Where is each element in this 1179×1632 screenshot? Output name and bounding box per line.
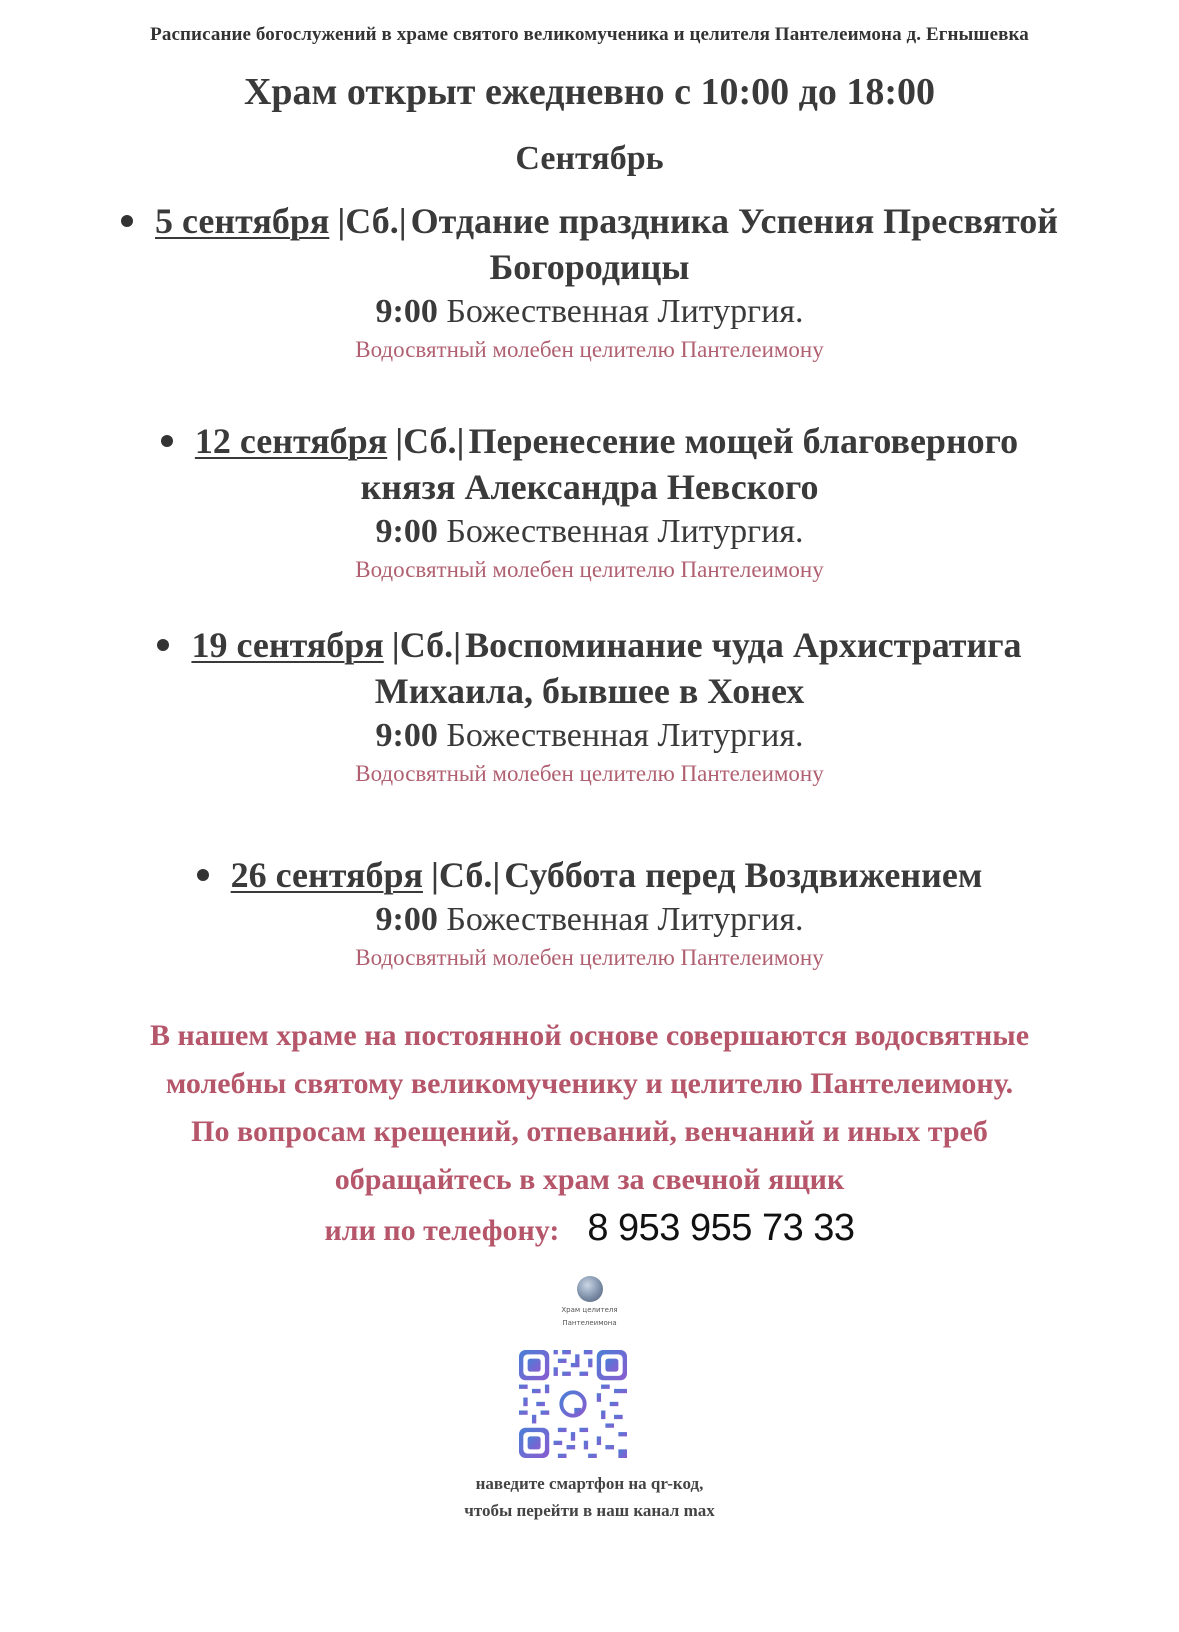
event-weekday: |Сб.| [395, 421, 465, 461]
info-block [0, 1012, 1179, 1255]
event-title-line1: Перенесение мощей благоверного [468, 421, 1019, 461]
info-line: обращайтесь в храм за свечной ящик [334, 1163, 845, 1196]
info-line: По вопросам крещений, отпеваний, венчаний и иных треб [191, 1115, 988, 1148]
qr-caption [0, 1470, 1179, 1524]
event-service-line [0, 290, 1179, 334]
phone-line [0, 1204, 1179, 1255]
event-note: Водосвятный молебен целителю Пантелеимону [355, 945, 824, 970]
channel-name-line1: Храм целителя [561, 1306, 618, 1314]
event-item [0, 852, 1179, 974]
event-heading [0, 852, 1179, 898]
event-service: Божественная Литургия. [446, 901, 804, 938]
event-title-line2: Михаила, бывшее в Хонех [374, 671, 805, 711]
qr-caption-line1: наведите смартфон на qr-код, [475, 1474, 704, 1493]
event-date: 19 сентября [191, 625, 384, 665]
event-time: 9:00 [375, 513, 438, 550]
channel-badge [0, 1276, 1179, 1328]
event-service-line [0, 510, 1179, 554]
event-weekday: |Сб.| [391, 625, 462, 665]
bullet-icon [157, 639, 169, 651]
bullet-icon [161, 435, 173, 447]
event-date: 12 сентября [194, 421, 388, 461]
event-title-line1: Отдание праздника Успения Пресвятой [410, 201, 1058, 241]
info-line: В нашем храме на постоянной основе совершаются водосвятные [149, 1019, 1030, 1052]
phone-label: или по телефону: [324, 1214, 560, 1247]
event-service: Божественная Литургия. [446, 293, 804, 330]
event-title-line1: Суббота перед Воздвижением [504, 855, 983, 895]
event-note: Водосвятный молебен целителю Пантелеимону [355, 557, 824, 582]
document-title: Расписание богослужений в храме святого великомученика и целителя Пантелеимона д. Егнышевка [150, 24, 1029, 45]
phone-number[interactable]: 8 953 955 73 33 [587, 1207, 855, 1249]
event-time: 9:00 [375, 717, 438, 754]
bullet-icon [121, 215, 133, 227]
event-weekday: |Сб.| [430, 855, 501, 895]
opening-hours: Храм открыт ежедневно с 10:00 до 18:00 [243, 71, 936, 113]
channel-avatar-icon [577, 1276, 603, 1302]
event-date: 26 сентября [230, 855, 423, 895]
event-time: 9:00 [375, 293, 438, 330]
event-heading [0, 198, 1179, 244]
event-note: Водосвятный молебен целителю Пантелеимону [355, 337, 824, 362]
event-title-line1: Воспоминание чуда Архистратига [465, 625, 1022, 665]
event-heading [0, 622, 1179, 668]
qr-caption-line2: чтобы перейти в наш канал max [464, 1501, 715, 1520]
month-heading: Сентябрь [515, 140, 664, 177]
event-title-line2: князя Александра Невского [360, 467, 819, 507]
event-service-line [0, 898, 1179, 942]
channel-name-line2: Пантелеимона [562, 1319, 617, 1327]
event-date: 5 сентября [155, 201, 330, 241]
event-heading [0, 418, 1179, 464]
event-item [0, 198, 1179, 366]
event-item [0, 622, 1179, 790]
qr-code-icon[interactable] [519, 1350, 627, 1458]
event-time: 9:00 [375, 901, 438, 938]
event-title-line2: Богородицы [489, 247, 690, 287]
bullet-icon [197, 869, 209, 881]
event-item [0, 418, 1179, 586]
info-line: молебны святому великомученику и целителю Пантелеимону. [165, 1067, 1014, 1100]
event-weekday: |Сб.| [337, 201, 407, 241]
event-note: Водосвятный молебен целителю Пантелеимону [355, 761, 824, 786]
event-service: Божественная Литургия. [446, 717, 804, 754]
event-service: Божественная Литургия. [446, 513, 804, 550]
event-service-line [0, 714, 1179, 758]
